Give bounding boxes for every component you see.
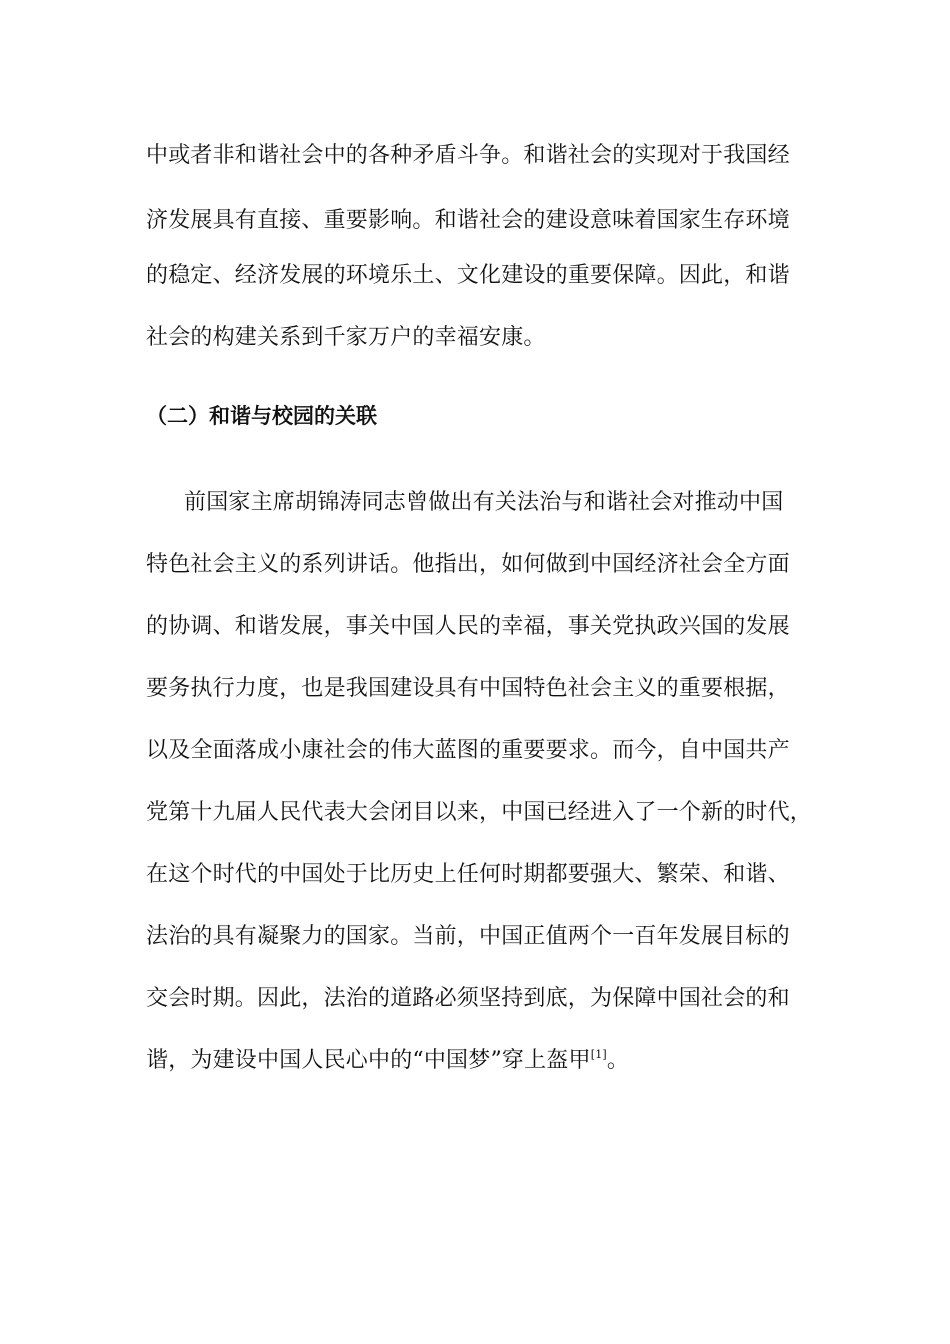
paragraph2-line-1: 前国家主席胡锦涛同志曾做出有关法治与和谐社会对推动中国 — [184, 490, 784, 515]
paragraph2-line-3: 的协调、和谐发展，事关中国人民的幸福，事关党执政兴国的发展 — [146, 614, 790, 639]
section-heading: （二）和谐与校园的关联 — [146, 404, 377, 428]
paragraph2-line-2: 特色社会主义的系列讲话。他指出，如何做到中国经济社会全方面 — [146, 552, 790, 577]
paragraph1-line-1: 中或者非和谐社会中的各种矛盾斗争。和谐社会的实现对于我国经 — [146, 143, 790, 168]
paragraph1-line-4: 社会的构建关系到千家万户的幸福安康。 — [146, 325, 546, 350]
citation-marker[interactable]: [1] — [590, 1048, 607, 1061]
paragraph2-line-5: 以及全面落成小康社会的伟大蓝图的重要要求。而今，自中国共产 — [146, 738, 790, 763]
paragraph2-line-7: 在这个时代的中国处于比历史上任何时期都要强大、繁荣、和谐、 — [146, 862, 790, 887]
paragraph1-line-3: 的稳定、经济发展的环境乐土、文化建设的重要保障。因此，和谐 — [146, 263, 790, 288]
paragraph2-line-6: 党第十九届人民代表大会闭目以来，中国已经进入了一个新的时代， — [146, 800, 813, 825]
paragraph2-line-4: 要务执行力度，也是我国建设具有中国特色社会主义的重要根据， — [146, 676, 790, 701]
paragraph2-line-10 — [146, 1046, 826, 1076]
paragraph2-line-9: 交会时期。因此，法治的道路必须坚持到底，为保障中国社会的和 — [146, 986, 790, 1011]
paragraph2-last-line-end: 。 — [606, 1048, 630, 1073]
paragraph1-line-2: 济发展具有直接、重要影响。和谐社会的建设意味着国家生存环境 — [146, 208, 790, 233]
paragraph2-line-8: 法治的具有凝聚力的国家。当前，中国正值两个一百年发展目标的 — [146, 924, 790, 949]
paragraph2-last-line-text: 谐，为建设中国人民心中的“中国梦”穿上盔甲 — [146, 1048, 591, 1073]
